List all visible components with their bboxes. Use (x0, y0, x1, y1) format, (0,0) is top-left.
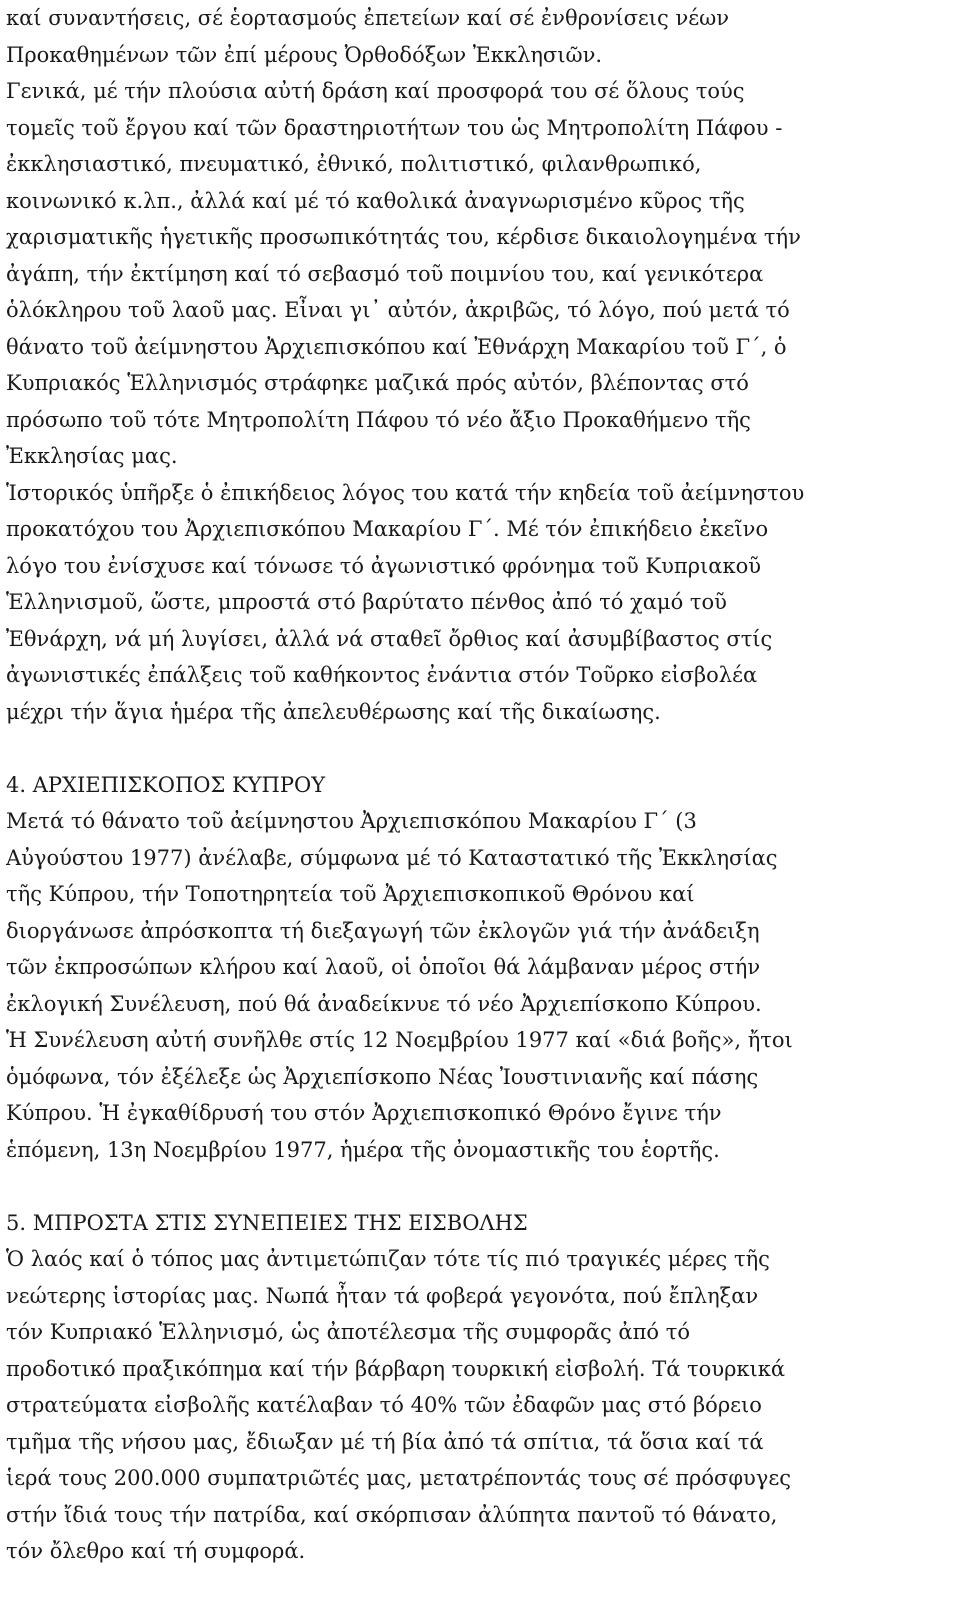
paragraph-gap (6, 1168, 946, 1205)
text-line: καί συναντήσεις, σέ ἑορτασμούς ἐπετείων καί σέ ἐνθρονίσεις νέων (6, 6, 730, 30)
text-line: Ὁ λαός καί ὁ τόπος μας ἀντιμετώπιζαν τότε τίς πιό τραγικές μέρες τῆς (6, 1247, 770, 1271)
section-4 (6, 767, 946, 1169)
intro-paragraphs (6, 0, 946, 730)
text-line: Ἐθνάρχη, νά μή λυγίσει, ἀλλά νά σταθεῖ ὄρθιος καί ἀσυμβίβαστος στίς (6, 626, 773, 651)
text-line: Μετά τό θάνατο τοῦ ἀείμνηστου Ἀρχιεπισκόπου Μακαρίου Γ´ (3 (6, 809, 697, 833)
section-heading: 5. ΜΠΡΟΣΤΑ ΣΤΙΣ ΣΥΝΕΠΕΙΕΣ ΤΗΣ ΕΙΣΒΟΛΗΣ (6, 1210, 528, 1235)
paragraph-gap (6, 730, 946, 767)
text-line: ἐκκλησιαστικό, πνευματικό, ἐθνικό, πολιτιστικό, φιλανθρωπικό, (6, 152, 702, 176)
text-line: Κυπριακός Ἑλληνισμός στράφηκε μαζικά πρός αὐτόν, βλέποντας στό (6, 371, 749, 395)
text-line: τῆς Κύπρου, τήν Τοποτηρητεία τοῦ Ἀρχιεπισκοπικοῦ Θρόνου καί (6, 882, 695, 906)
text-line: τομεῖς τοῦ ἔργου καί τῶν δραστηριοτήτων του ὡς Μητροπολίτη Πάφου - (6, 115, 783, 140)
text-line: τῶν ἐκπροσώπων κλήρου καί λαοῦ, οἱ ὁποῖοι θά λάμβαναν μέρος στήν (6, 955, 761, 979)
text-line: ἑπόμενη, 13η Νοεμβρίου 1977, ἡμέρα τῆς ὀνομαστικῆς του ἑορτῆς. (6, 1137, 720, 1162)
text-line: Ἑλληνισμοῦ, ὥστε, μπροστά στό βαρύτατο πένθος ἀπό τό χαμό τοῦ (6, 590, 727, 614)
text-line: πρόσωπο τοῦ τότε Μητροπολίτη Πάφου τό νέο ἄξιο Προκαθήμενο τῆς (6, 407, 751, 432)
section-5 (6, 1205, 946, 1570)
text-line: Προκαθημένων τῶν ἐπί μέρους Ὀρθοδόξων Ἐκκλησιῶν. (6, 42, 603, 67)
text-line: ἱερά τους 200.000 συμπατριῶτές μας, μετατρέποντάς τους σέ πρόσφυγες (6, 1466, 791, 1490)
text-line: ἀγωνιστικές ἐπάλξεις τοῦ καθήκοντος ἐνάντια στόν Τοῦρκο εἰσβολέα (6, 663, 758, 687)
text-line: κοινωνικό κ.λπ., ἀλλά καί μέ τό καθολικά ἀναγνωρισμένο κῦρος τῆς (6, 188, 745, 213)
text-line: χαρισματικῆς ἡγετικῆς προσωπικότητάς του, κέρδισε δικαιολογημένα τήν (6, 225, 801, 249)
text-line: Ἱστορικός ὑπῆρξε ὁ ἐπικήδειος λόγος του κατά τήν κηδεία τοῦ ἀείμνηστου (6, 480, 805, 505)
text-line: στήν ἴδιά τους τήν πατρίδα, καί σκόρπισαν ἀλύπητα παντοῦ τό θάνατο, (6, 1502, 778, 1527)
text-line: διοργάνωσε ἀπρόσκοπτα τή διεξαγωγή τῶν ἐκλογῶν γιά τήν ἀνάδειξη (6, 918, 760, 943)
text-line: Ἐκκλησίας μας. (6, 444, 178, 468)
text-line: τόν ὄλεθρο καί τή συμφορά. (6, 1539, 306, 1563)
text-line: προκατόχου του Ἀρχιεπισκόπου Μακαρίου Γ´. Μέ τόν ἐπικήδειο ἐκεῖνο (6, 517, 769, 541)
text-line: ὁλόκληρου τοῦ λαοῦ μας. Εἶναι γι᾿ αὐτόν, ἀκριβῶς, τό λόγο, πού μετά τό (6, 298, 790, 322)
text-line: Γενικά, μέ τήν πλούσια αὐτή δράση καί προσφορά του σέ ὅλους τούς (6, 79, 745, 103)
text-line: Ἡ Συνέλευση αὐτή συνῆλθε στίς 12 Νοεμβρίου 1977 καί «διά βοῆς», ἤτοι (6, 1028, 793, 1052)
text-line: λόγο του ἐνίσχυσε καί τόνωσε τό ἀγωνιστικό φρόνημα τοῦ Κυπριακοῦ (6, 553, 761, 578)
text-line: ἐκλογική Συνέλευση, πού θά ἀναδείκνυε τό νέο Ἀρχιεπίσκοπο Κύπρου. (6, 991, 762, 1016)
text-line: ὁμόφωνα, τόν ἐξέλεξε ὡς Ἀρχιεπίσκοπο Νέας Ἰουστινιανῆς καί πάσης (6, 1064, 759, 1089)
text-line: προδοτικό πραξικόπημα καί τήν βάρβαρη τουρκική εἰσβολή. Τά τουρκικά (6, 1356, 786, 1381)
text-line: τμῆμα τῆς νήσου μας, ἔδιωξαν μέ τή βία ἀπό τά σπίτια, τά ὅσια καί τά (6, 1429, 764, 1454)
text-line: θάνατο τοῦ ἀείμνηστου Ἀρχιεπισκόπου καί Ἐθνάρχη Μακαρίου τοῦ Γ´, ὁ (6, 334, 787, 359)
text-line: ἀγάπη, τήν ἐκτίμηση καί τό σεβασμό τοῦ ποιμνίου του, καί γενικότερα (6, 261, 764, 286)
text-line: νεώτερης ἱστορίας μας. Νωπά ἦταν τά φοβερά γεγονότα, πού ἔπληξαν (6, 1283, 759, 1308)
text-line: τόν Κυπριακό Ἑλληνισμό, ὡς ἀποτέλεσμα τῆς συμφορᾶς ἀπό τό (6, 1320, 690, 1344)
text-line: μέχρι τήν ἅγια ἡμέρα τῆς ἀπελευθέρωσης καί τῆς δικαίωσης. (6, 699, 661, 724)
section-heading: 4. ΑΡΧΙΕΠΙΣΚΟΠΟΣ ΚΥΠΡΟΥ (6, 772, 326, 797)
text-line: Αὐγούστου 1977) ἀνέλαβε, σύμφωνα μέ τό Καταστατικό τῆς Ἐκκλησίας (6, 845, 778, 870)
text-line: Κύπρου. Ἡ ἐγκαθίδρυσή του στόν Ἀρχιεπισκοπικό Θρόνο ἔγινε τήν (6, 1101, 722, 1125)
text-line: στρατεύματα εἰσβολῆς κατέλαβαν τό 40% τῶν ἐδαφῶν μας στό βόρειο (6, 1393, 762, 1417)
